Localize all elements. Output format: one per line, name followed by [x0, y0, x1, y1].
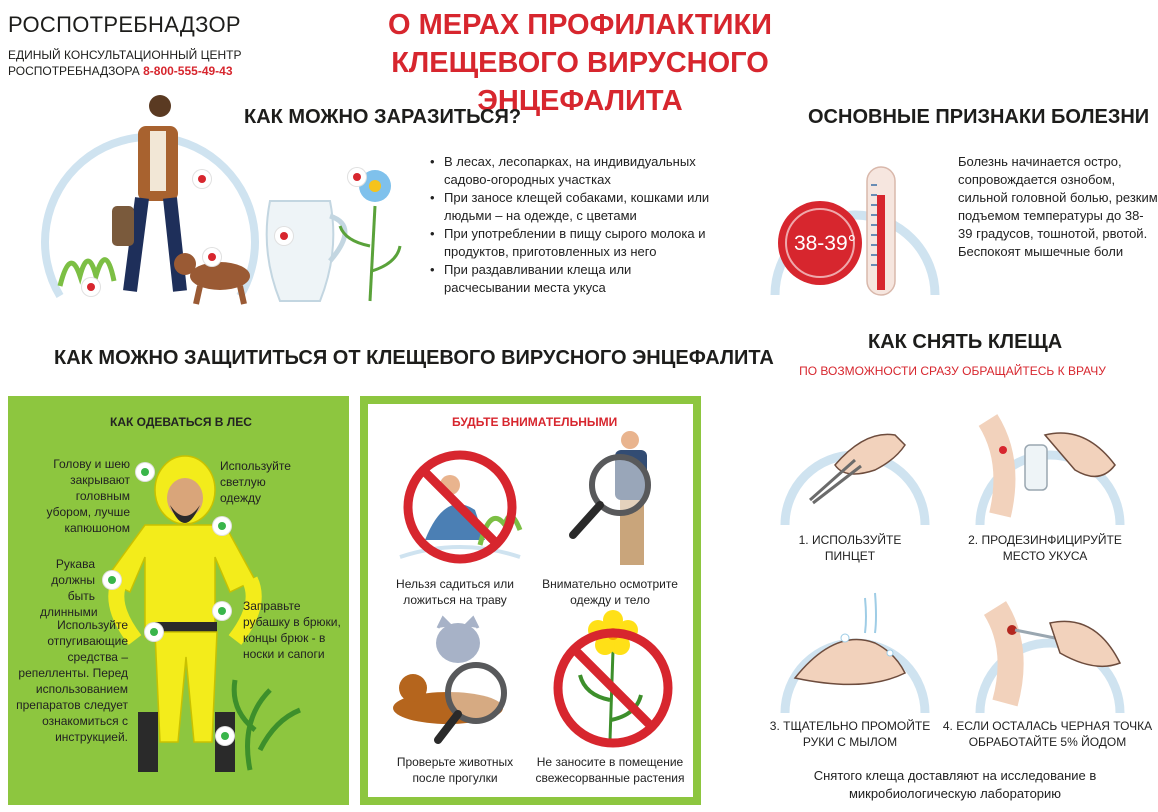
dress-tip-shirt: Заправьте рубашку в брюки, концы брюк - в носки и сапоги: [243, 599, 341, 661]
tick-marker-flower: [348, 168, 366, 186]
infection-list: [430, 153, 720, 297]
infection-heading: КАК МОЖНО ЗАРАЗИТЬСЯ?: [244, 106, 522, 128]
dress-marker-shirt: [213, 602, 231, 620]
tick-marker-dog: [203, 248, 221, 266]
temperature-badge: 38-39°: [793, 232, 857, 255]
consult-center-name: РОСПОТРЕБНАДЗОРА: [8, 64, 140, 78]
tip-check-pets: Проверьте животных после прогулки: [396, 755, 514, 785]
remove-step-2: 2. ПРОДЕЗИНФИЦИРУЙТЕ МЕСТО УКУСА: [968, 533, 1122, 563]
remove-heading: КАК СНЯТЬ КЛЕЩА: [868, 331, 1063, 353]
infection-item: • При раздавливании клеща или расчесывании места укуса: [430, 261, 720, 297]
consult-center-line1: ЕДИНЫЙ КОНСУЛЬТАЦИОННЫЙ ЦЕНТР: [8, 48, 242, 62]
title-line2: КЛЕЩЕВОГО ВИРУСНОГО ЭНЦЕФАЛИТА: [391, 47, 769, 117]
thermometer-illustration: [765, 155, 950, 300]
title-line1: О МЕРАХ ПРОФИЛАКТИКИ: [387, 9, 773, 41]
tick-marker-jug: [275, 227, 293, 245]
hotline-phone[interactable]: 8-800-555-49-43: [143, 64, 233, 78]
tip-inspect: Внимательно осмотрите одежду и тело: [542, 577, 678, 607]
tip-no-sitting: Нельзя садиться или ложиться на траву: [396, 577, 514, 607]
dress-marker-light: [213, 517, 231, 535]
no-sitting-icon: [395, 445, 525, 570]
dress-marker-head: [136, 463, 154, 481]
magnifier-inspect-icon: [565, 425, 665, 570]
wash-hands-step-icon: [775, 578, 935, 718]
pet-check-icon: [388, 618, 528, 748]
dress-panel-title: КАК ОДЕВАТЬСЯ В ЛЕС: [110, 415, 252, 429]
remove-step-3: 3. ТЩАТЕЛЬНО ПРОМОЙТЕ РУКИ С МЫЛОМ: [769, 719, 931, 749]
disinfect-step-icon: [970, 390, 1130, 530]
infection-item: • В лесах, лесопарках, на индивидуальных садово-огородных участках: [430, 153, 720, 189]
remove-subheading: ПО ВОЗМОЖНОСТИ СРАЗУ ОБРАЩАЙТЕСЬ К ВРАЧУ: [799, 364, 1106, 378]
protect-heading: КАК МОЖНО ЗАЩИТИТЬСЯ ОТ КЛЕЩЕВОГО ВИРУСНОГО ЭНЦЕФАЛИТА: [54, 347, 774, 369]
dress-tip-sleeves: Рукава должны быть длинными: [40, 557, 98, 619]
dress-marker-repellent: [145, 623, 163, 641]
dress-tip-head: Голову и шею закрывают головным убором, лучше капюшоном: [46, 457, 130, 535]
tip-no-plants: Не заносите в помещение свежесорванные растения: [535, 755, 685, 785]
lab-note: Снятого клеща доставляют на исследование в микробиологическую лабораторию: [813, 768, 1097, 801]
no-flowers-icon: [548, 610, 678, 750]
dress-tip-light: Используйте светлую одежду: [220, 459, 291, 505]
dress-tip-repellent: Используйте отпугивающие средства – репелленты. Перед использованием препаратов следует ознакомиться с инструкцией.: [16, 618, 128, 744]
tick-marker-man: [193, 170, 211, 188]
remove-step-1: 1. ИСПОЛЬЗУЙТЕ ПИНЦЕТ: [798, 533, 902, 563]
org-name: РОСПОТРЕБНАДЗОР: [8, 12, 241, 37]
signs-heading: ОСНОВНЫЕ ПРИЗНАКИ БОЛЕЗНИ: [808, 106, 1150, 128]
consult-center-line2: [8, 64, 233, 78]
tweezers-step-icon: [775, 390, 935, 530]
remove-step-4: 4. ЕСЛИ ОСТАЛАСЬ ЧЕРНАЯ ТОЧКА ОБРАБОТАЙТЕ 5% ЙОДОМ: [942, 719, 1153, 749]
tick-marker-grass: [82, 278, 100, 296]
infection-item: • При употреблении в пищу сырого молока и продуктов, приготовленных из него: [430, 225, 720, 261]
dress-marker-sleeve: [103, 571, 121, 589]
signs-description: Болезнь начинается остро, сопровождается ознобом, сильной головной болью, резким подъемом температуры до 38-39 градусов, тошнотой, рвотой. Беспокоят мышечные боли: [958, 154, 1158, 259]
infection-item: • При заносе клещей собаками, кошками или людьми – на одежде, с цветами: [430, 189, 720, 225]
iodine-step-icon: [970, 578, 1130, 718]
dress-marker-boots: [216, 727, 234, 745]
infection-illustration: [20, 86, 420, 311]
attention-panel-title: БУДЬТЕ ВНИМАТЕЛЬНЫМИ: [452, 415, 618, 429]
